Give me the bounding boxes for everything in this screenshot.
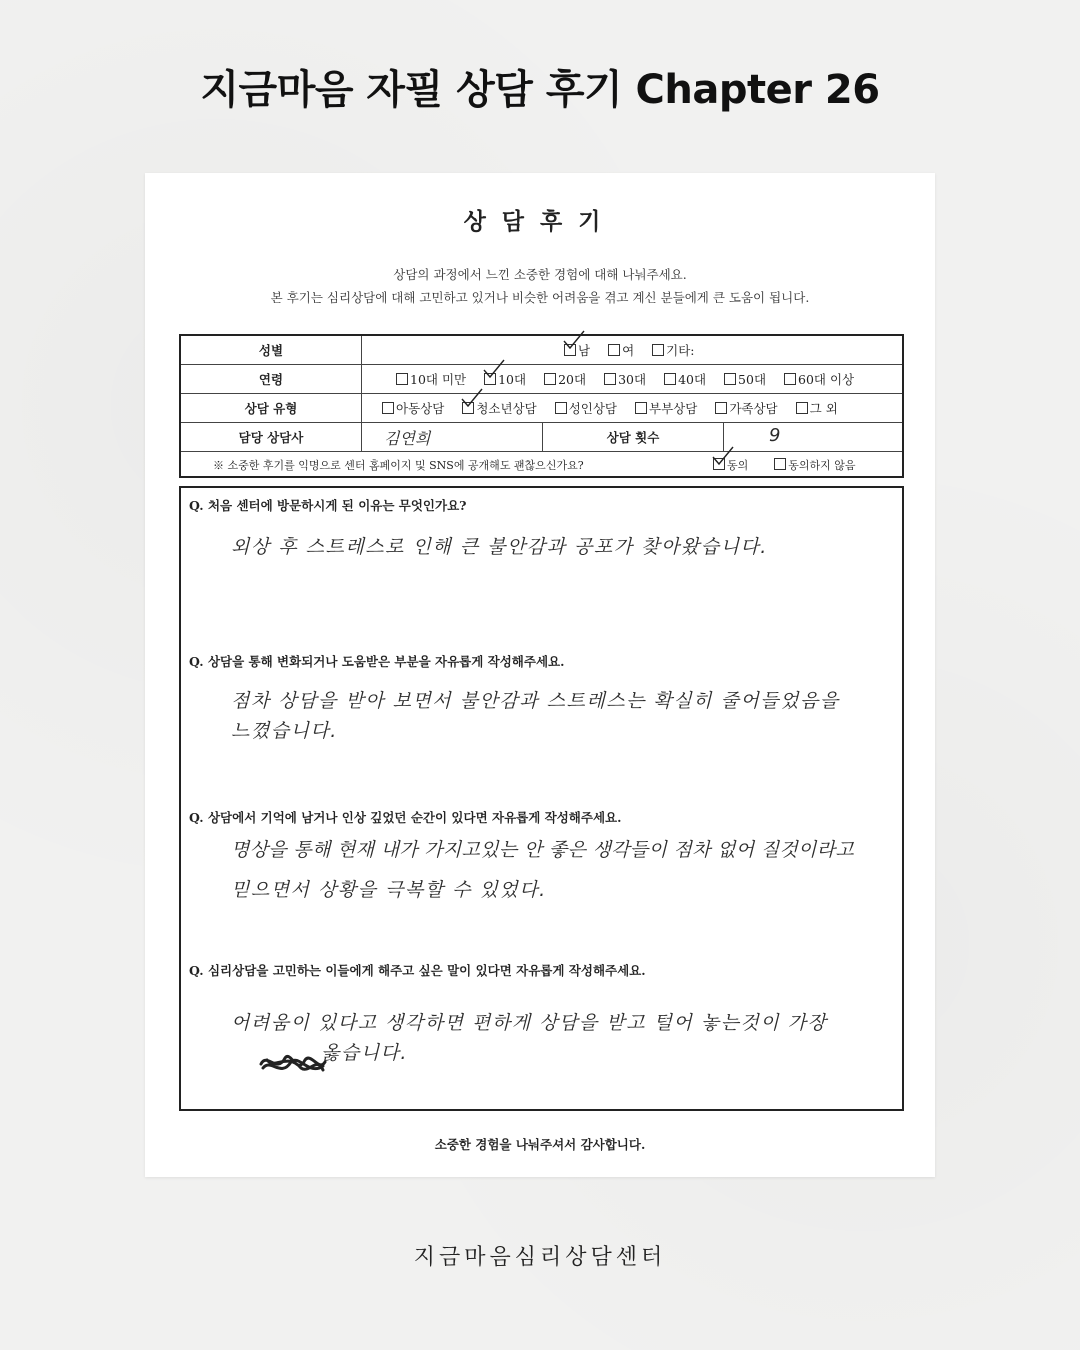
consent-agree-option[interactable]: 동의 bbox=[713, 457, 748, 473]
qa-box bbox=[179, 486, 904, 1111]
type-option-checked[interactable]: 청소년상담 bbox=[462, 399, 536, 417]
checkbox[interactable] bbox=[382, 402, 394, 414]
type-options bbox=[362, 394, 902, 422]
answer-2-line-1: 점차 상담을 받아 보면서 불안감과 스트레스는 확실히 줄어들었음을 bbox=[231, 690, 840, 712]
checkbox[interactable] bbox=[555, 402, 567, 414]
checkbox[interactable] bbox=[713, 458, 725, 470]
answer-3-line-2: 믿으면서 상황을 극복할 수 있었다. bbox=[231, 879, 547, 901]
answer-2-line-2: 느꼈습니다. bbox=[231, 720, 338, 742]
checkbox[interactable] bbox=[774, 458, 786, 470]
checkbox[interactable] bbox=[652, 344, 664, 356]
checkbox[interactable] bbox=[715, 402, 727, 414]
answer-3-line-1: 명상을 통해 현재 내가 가지고있는 안 좋은 생각들이 점차 없어 질것이라고 bbox=[231, 839, 855, 861]
checkbox[interactable] bbox=[544, 373, 556, 385]
sessions-value: 9 bbox=[769, 425, 781, 446]
age-option[interactable]: 50대 bbox=[724, 370, 766, 388]
checkbox[interactable] bbox=[635, 402, 647, 414]
answer-1-line-1: 외상 후 스트레스로 인해 큰 불안감과 공포가 찾아왔습니다. bbox=[231, 536, 768, 558]
checkbox[interactable] bbox=[664, 373, 676, 385]
checkbox[interactable] bbox=[608, 344, 620, 356]
type-row bbox=[181, 394, 902, 423]
checkbox[interactable] bbox=[796, 402, 808, 414]
checkbox[interactable] bbox=[724, 373, 736, 385]
checkbox[interactable] bbox=[784, 373, 796, 385]
gender-options bbox=[362, 336, 902, 364]
info-table bbox=[179, 334, 904, 478]
gender-label: 성별 bbox=[181, 336, 362, 364]
type-option[interactable]: 부부상담 bbox=[635, 399, 697, 417]
checkbox[interactable] bbox=[484, 373, 496, 385]
age-option[interactable]: 40대 bbox=[664, 370, 706, 388]
consent-content bbox=[181, 452, 902, 477]
closing-message: 소중한 경험을 나눠주셔서 감사합니다. bbox=[434, 1137, 646, 1152]
consent-disagree-option[interactable]: 동의하지 않음 bbox=[774, 457, 855, 473]
age-option[interactable]: 30대 bbox=[604, 370, 646, 388]
type-label: 상담 유형 bbox=[181, 394, 362, 422]
checkbox[interactable] bbox=[396, 373, 408, 385]
age-option[interactable]: 10대 미만 bbox=[396, 370, 466, 388]
question-4: Q. 심리상담을 고민하는 이들에게 해주고 싶은 말이 있다면 자유롭게 작성해주세요. bbox=[189, 963, 646, 978]
counselor-name: 김연희 bbox=[362, 423, 543, 451]
question-1: Q. 처음 센터에 방문하시게 된 이유는 무엇인가요? bbox=[189, 498, 467, 513]
gender-option-male[interactable]: 남 bbox=[564, 341, 590, 359]
type-option[interactable]: 가족상담 bbox=[715, 399, 777, 417]
checkbox[interactable] bbox=[462, 402, 474, 414]
type-option[interactable]: 아동상담 bbox=[382, 399, 444, 417]
scribble-mark bbox=[257, 1048, 329, 1080]
form-intro-line-1: 상담의 과정에서 느낀 소중한 경험에 대해 나눠주세요. bbox=[393, 267, 687, 282]
age-options bbox=[362, 365, 902, 393]
type-option[interactable]: 그 외 bbox=[796, 399, 838, 417]
footer-brand: 지금마음심리상담센터 bbox=[413, 1245, 667, 1270]
question-3: Q. 상담에서 기억에 남거나 인상 깊었던 순간이 있다면 자유롭게 작성해주세요. bbox=[189, 810, 622, 825]
form-intro-line-2: 본 후기는 심리상담에 대해 고민하고 있거나 비슷한 어려움을 겪고 계신 분들에게 큰 도움이 됩니다. bbox=[270, 290, 810, 305]
answer-4-line-1: 어려움이 있다고 생각하면 편하게 상담을 받고 털어 놓는것이 가장 bbox=[231, 1012, 828, 1034]
age-option[interactable]: 60대 이상 bbox=[784, 370, 854, 388]
page-title: 지금마음 자필 상담 후기 Chapter 26 bbox=[200, 67, 880, 113]
checkbox[interactable] bbox=[604, 373, 616, 385]
counselor-label: 담당 상담사 bbox=[181, 423, 362, 451]
consent-question: ※ 소중한 후기를 익명으로 센터 홈페이지 및 SNS에 공개해도 괜찮으신가요? bbox=[213, 458, 584, 472]
form-title: 상담후기 bbox=[463, 208, 617, 235]
age-option-checked[interactable]: 10대 bbox=[484, 370, 526, 388]
review-form-paper bbox=[145, 173, 935, 1177]
question-2: Q. 상담을 통해 변화되거나 도움받은 부분을 자유롭게 작성해주세요. bbox=[189, 654, 565, 669]
gender-option-female[interactable]: 여 bbox=[608, 341, 634, 359]
gender-option-other[interactable]: 기타: bbox=[652, 341, 694, 359]
age-option[interactable]: 20대 bbox=[544, 370, 586, 388]
answer-4-line-2: 옳습니다. bbox=[321, 1042, 408, 1064]
age-label: 연령 bbox=[181, 365, 362, 393]
type-option[interactable]: 성인상담 bbox=[555, 399, 617, 417]
consent-row bbox=[181, 452, 902, 477]
gender-row bbox=[181, 336, 902, 365]
checkbox[interactable] bbox=[564, 344, 576, 356]
sessions-label: 상담 횟수 bbox=[543, 423, 724, 451]
age-row bbox=[181, 365, 902, 394]
counselor-row bbox=[181, 423, 902, 452]
